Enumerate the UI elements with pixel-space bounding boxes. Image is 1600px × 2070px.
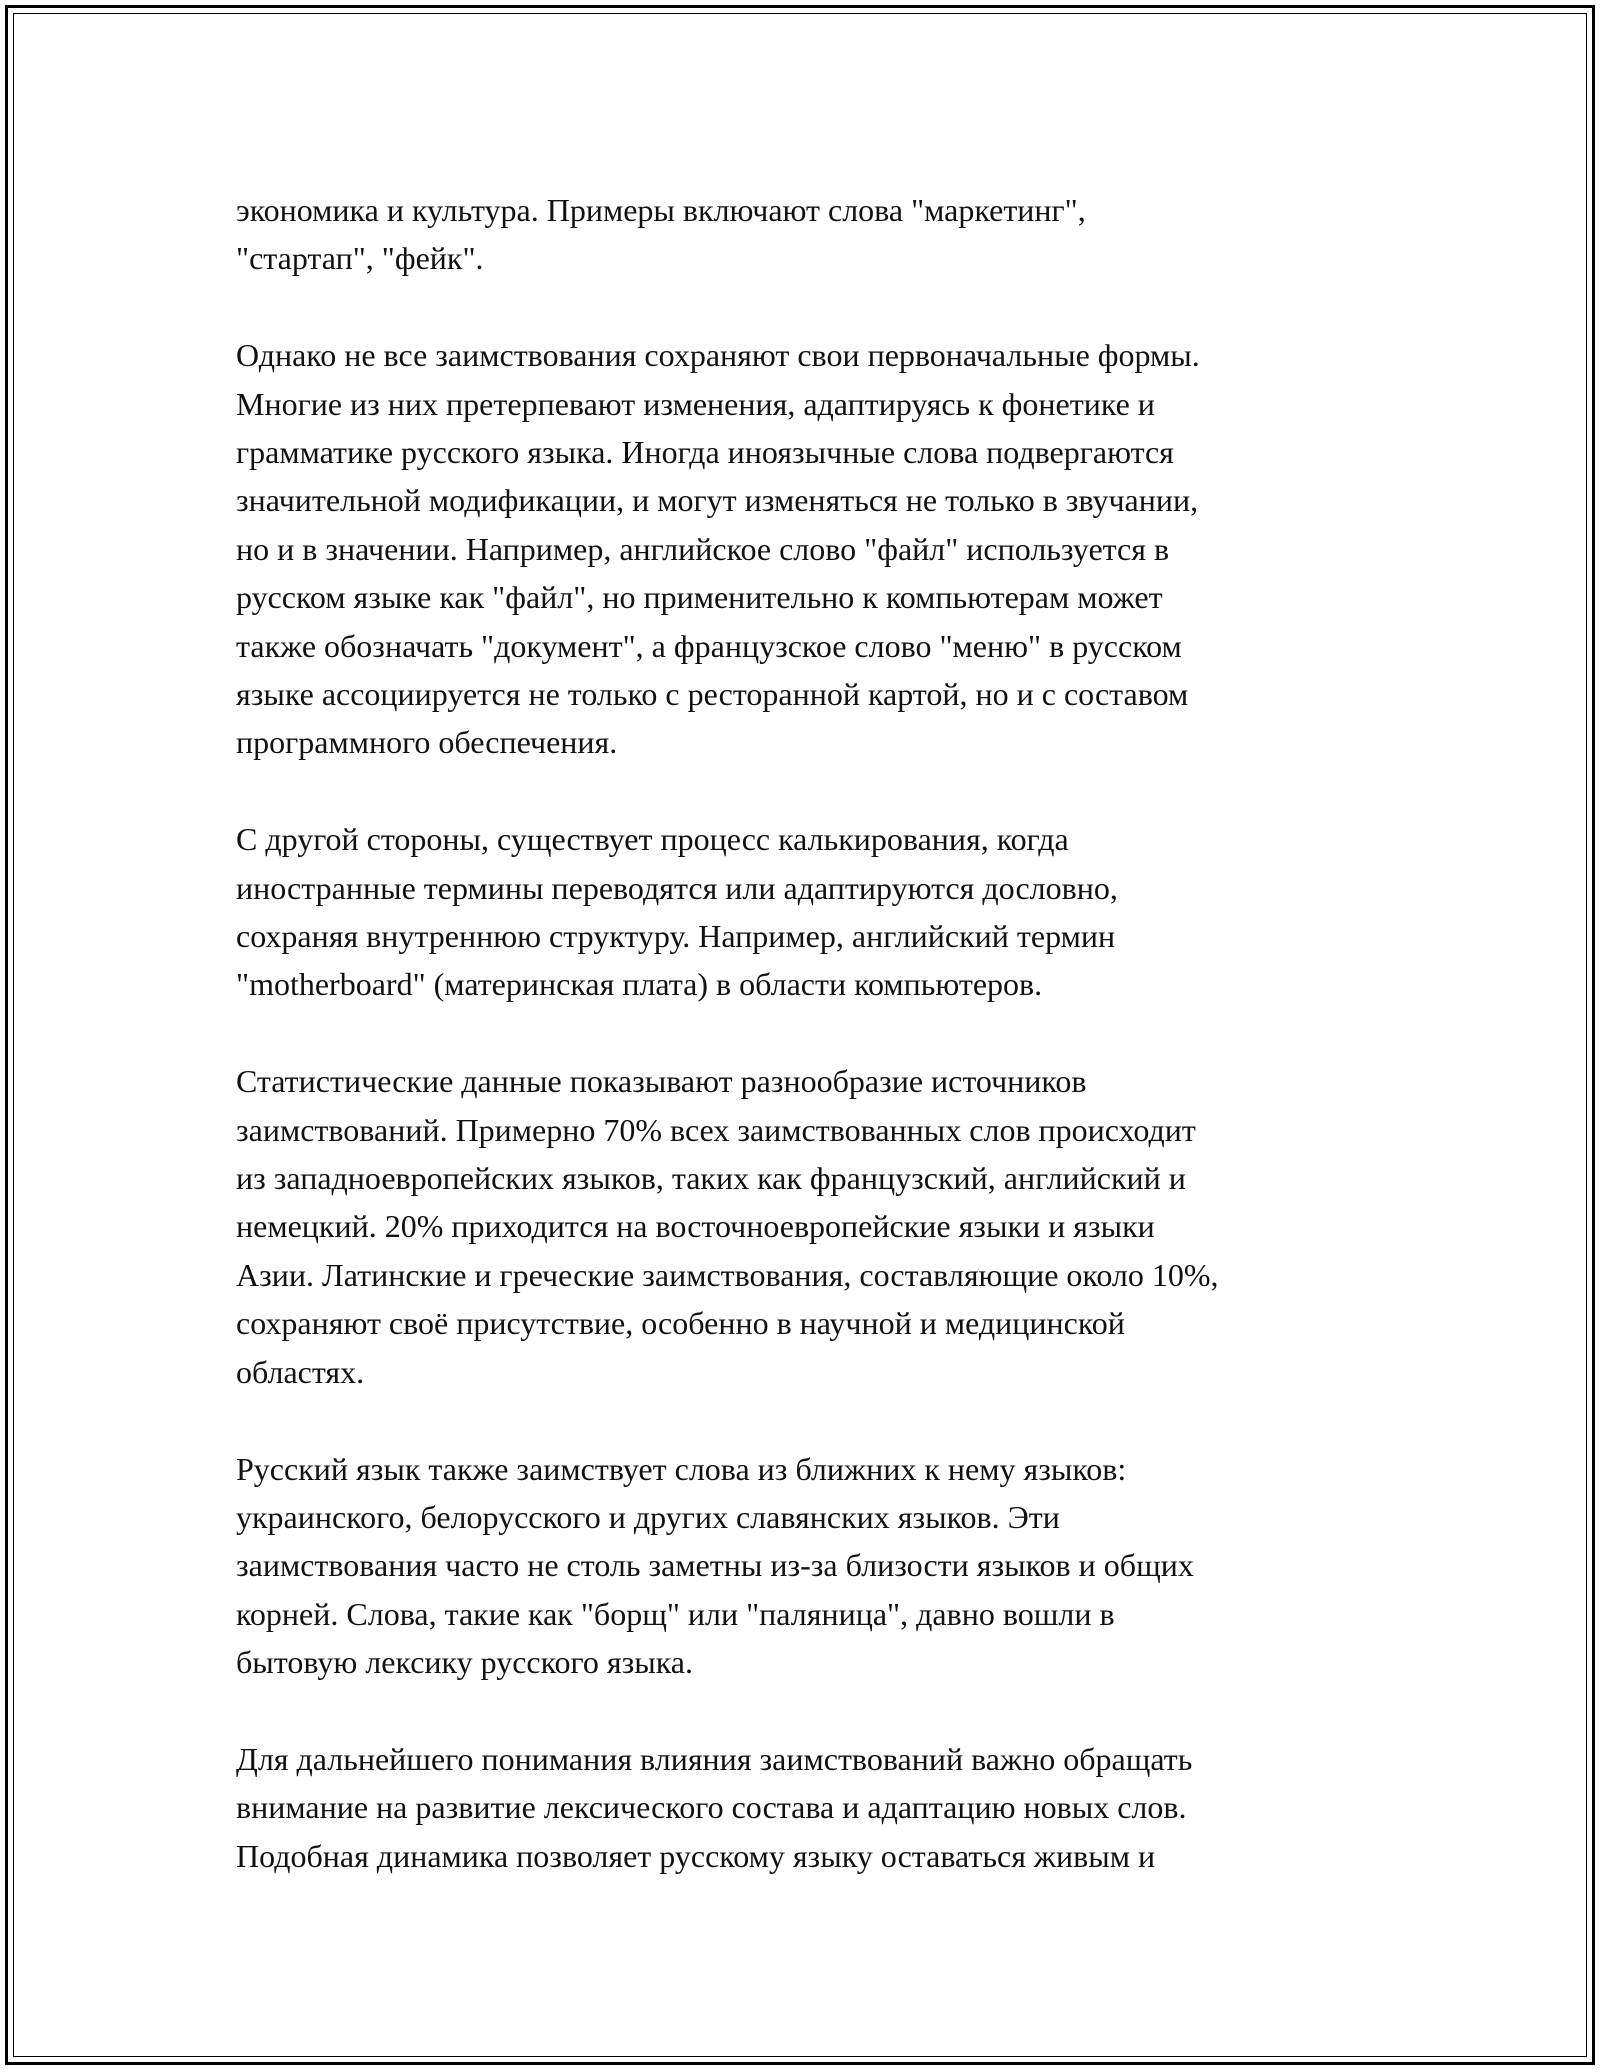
- paragraph: Русский язык также заимствует слова из ближних к нему языков: украинского, белорусского и других славянских языков. Эти заимствования часто не столь заметны из-за близости языков и общих корней. Слова, такие как "борщ" или "паляница", давно вошли в бытовую лексику русского языка.: [236, 1450, 1194, 1681]
- document-body: [236, 186, 1386, 1880]
- paragraph: экономика и культура. Примеры включают слова "маркетинг", "стартап", "фейк".: [236, 192, 1086, 277]
- paragraph: Для дальнейшего понимания влияния заимствований важно обращать внимание на развитие лексического состава и адаптацию новых слов. Подобная динамика позволяет русскому языку оставаться живым и: [236, 1740, 1193, 1874]
- paragraph: С другой стороны, существует процесс калькирования, когда иностранные термины переводятся или адаптируются дословно, сохраняя внутреннюю структуру. Например, английский термин "motherboard" (материнская плата) в области компьютеров.: [236, 821, 1118, 1003]
- paragraph: Однако не все заимствования сохраняют свои первоначальные формы. Многие из них претерпевают изменения, адаптируясь к фонетике и грамматике русского языка. Иногда иноязычные слова подвергаются значительной модификации, и могут изменяться не только в звучании, но и в значении. Например, английское слово "файл" используется в русском языке как "файл", но применительно к компьютерам может также обозначать "документ", а французское слово "меню" в русском языке ассоциируется не только с ресторанной картой, но и с составом программного обеспечения.: [236, 337, 1200, 761]
- paragraph: Статистические данные показывают разнообразие источников заимствований. Примерно 70% всех заимствованных слов происходит из западноевропейских языков, таких как французский, английский и немецкий. 20% приходится на восточноевропейские языки и языки Азии. Латинские и греческие заимствования, составляющие около 10%, сохраняют своё присутствие, особенно в научной и медицинской областях.: [236, 1063, 1219, 1390]
